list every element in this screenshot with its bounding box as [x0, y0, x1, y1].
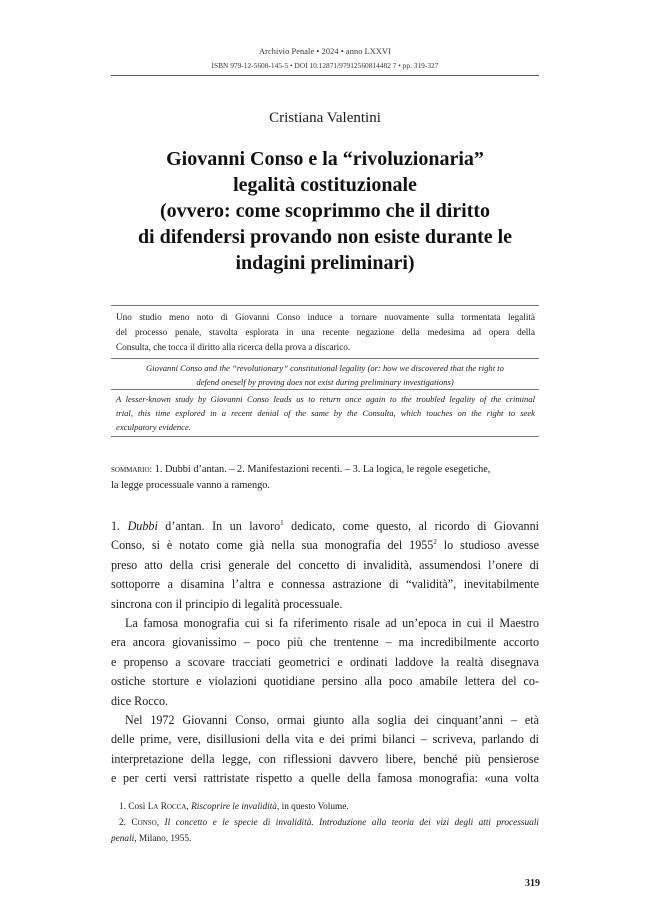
- footnotes: [111, 799, 539, 847]
- body-line: 1. Dubbi d’antan. In un lavoro$^1$ dedicato, come questo, al ricordo di Giovanni: [111, 518, 540, 533]
- abstract-en-title-line: Giovanni Conso and the “revolutionary” constitutional legality (or: how we discovered that the right to: [146, 363, 504, 373]
- page-number: 319: [525, 878, 540, 889]
- body-line: Nel 1972 Giovanni Conso, ormai giunto alla soglia dei cinquant’anni – età: [125, 713, 539, 728]
- title-line: Giovanni Conso e la “rivoluzionaria”: [166, 148, 484, 170]
- sommario-text: 1. Dubbi d’antan. – 2. Manifestazioni recenti. – 3. La logica, le regole esegetiche,: [152, 464, 491, 475]
- abstract-en-line: trial, this time explored in a recent denial of the same by the Consulta, which touches on the right to seek: [116, 408, 535, 418]
- author-name: Cristiana Valentini: [269, 110, 381, 126]
- body-line: ostiche storture e violazioni quotidiane persino alla poco amabile lettera del co-: [111, 674, 539, 689]
- abstract-en-line: exculpatory evidence.: [116, 422, 191, 432]
- header-rule: [111, 75, 539, 76]
- footnote-ref-1[interactable]: 1: [280, 518, 284, 527]
- body-text: [111, 517, 539, 789]
- title-line: indagini preliminari): [235, 252, 415, 274]
- body-line: era ancora giovanissimo – poco più che trentenne – ma incredibilmente accorto: [111, 635, 539, 650]
- sommario-text-cont: la legge processuale vanno a ramengo.: [111, 480, 270, 491]
- abstract-line: del processo penale, stavolta esplorata in una recente negazione della medesima ad opera della: [116, 327, 535, 337]
- footnote-ref-2[interactable]: 2: [433, 538, 437, 547]
- body-line: La famosa monografia cui si fa riferimento risale ad un’epoca in cui il Maestro: [125, 616, 539, 631]
- sommario: [111, 462, 539, 494]
- abstract-rule-bottom: [111, 436, 539, 437]
- body-line: delle prime, vere, disillusioni della vita e dei primi bilanci – scriveva, parlando di: [111, 732, 539, 747]
- title-line: di difendersi provando non esiste durante le: [137, 226, 513, 248]
- body-line: e per certi versi rattristate rispetto a quelle della famosa monografia: «una volta: [111, 771, 539, 786]
- abstract-rule-mid: [111, 358, 539, 359]
- abstract-en-title-line: defend oneself by proving does not exist during preliminary investigations): [196, 377, 454, 387]
- footnote-2-cont: penali, Milano, 1955.: [111, 834, 192, 844]
- article-title: [100, 146, 550, 276]
- abstract-english-title: [111, 361, 539, 389]
- abstract-english: [116, 392, 535, 434]
- body-line: Conso, si è notato come già nella sua monografia del 1955$^2$ lo studioso avesse: [111, 538, 539, 553]
- title-line: (ovvero: come scoprimmo che il diritto: [159, 200, 491, 222]
- body-line: preso atto della crisi generale del concetto di invalidità, assumendosi l’onere di: [111, 557, 539, 572]
- body-line: dice Rocco.: [111, 693, 169, 708]
- abstract-rule-mid2: [111, 389, 539, 390]
- abstract-line: Uno studio meno noto di Giovanni Conso induce a tornare nuovamente sulla tormentata legalità: [116, 312, 535, 322]
- abstract-rule-top: [111, 305, 539, 306]
- footnote-1: 1. Così La Rocca, Riscoprire le invalidità, in questo Volume.: [119, 802, 349, 812]
- journal-line: Archivio Penale • 2024 • anno LXXVI: [259, 47, 391, 56]
- abstract-italian: [116, 310, 535, 355]
- footnote-2: 2. Conso, Il concetto e le specie di invalidità. Introduzione alla teoria dei vizi degli atti processuali: [119, 818, 539, 828]
- body-line: sottoporre a disamina l’altra e connessa astrazione di “validità”, inevitabilmente: [111, 577, 539, 592]
- abstract-en-line: A lesser-known study by Giovanni Conso leads us to return once again to the troubled legality of the criminal: [116, 394, 535, 404]
- body-line: e propenso a scovare tracciati geometrici e ordinati laddove la realtà disegnava: [111, 654, 539, 669]
- body-line: interpretazione della legge, con riflessioni davvero libere, benché più pensierose: [111, 751, 539, 766]
- isbn-doi-line: ISBN 979-12-5608-145-5 • DOI 10.12871/97912560814482 7 • pp. 319-327: [211, 61, 439, 70]
- title-line: legalità costituzionale: [233, 174, 417, 196]
- sommario-label: sommario:: [111, 465, 153, 475]
- body-line: sincrona con il principio di legalità processuale.: [111, 596, 343, 611]
- abstract-line: Consulta, che tocca il diritto alla ricerca della prova a discarico.: [116, 342, 351, 352]
- section-heading: Dubbi: [127, 519, 158, 533]
